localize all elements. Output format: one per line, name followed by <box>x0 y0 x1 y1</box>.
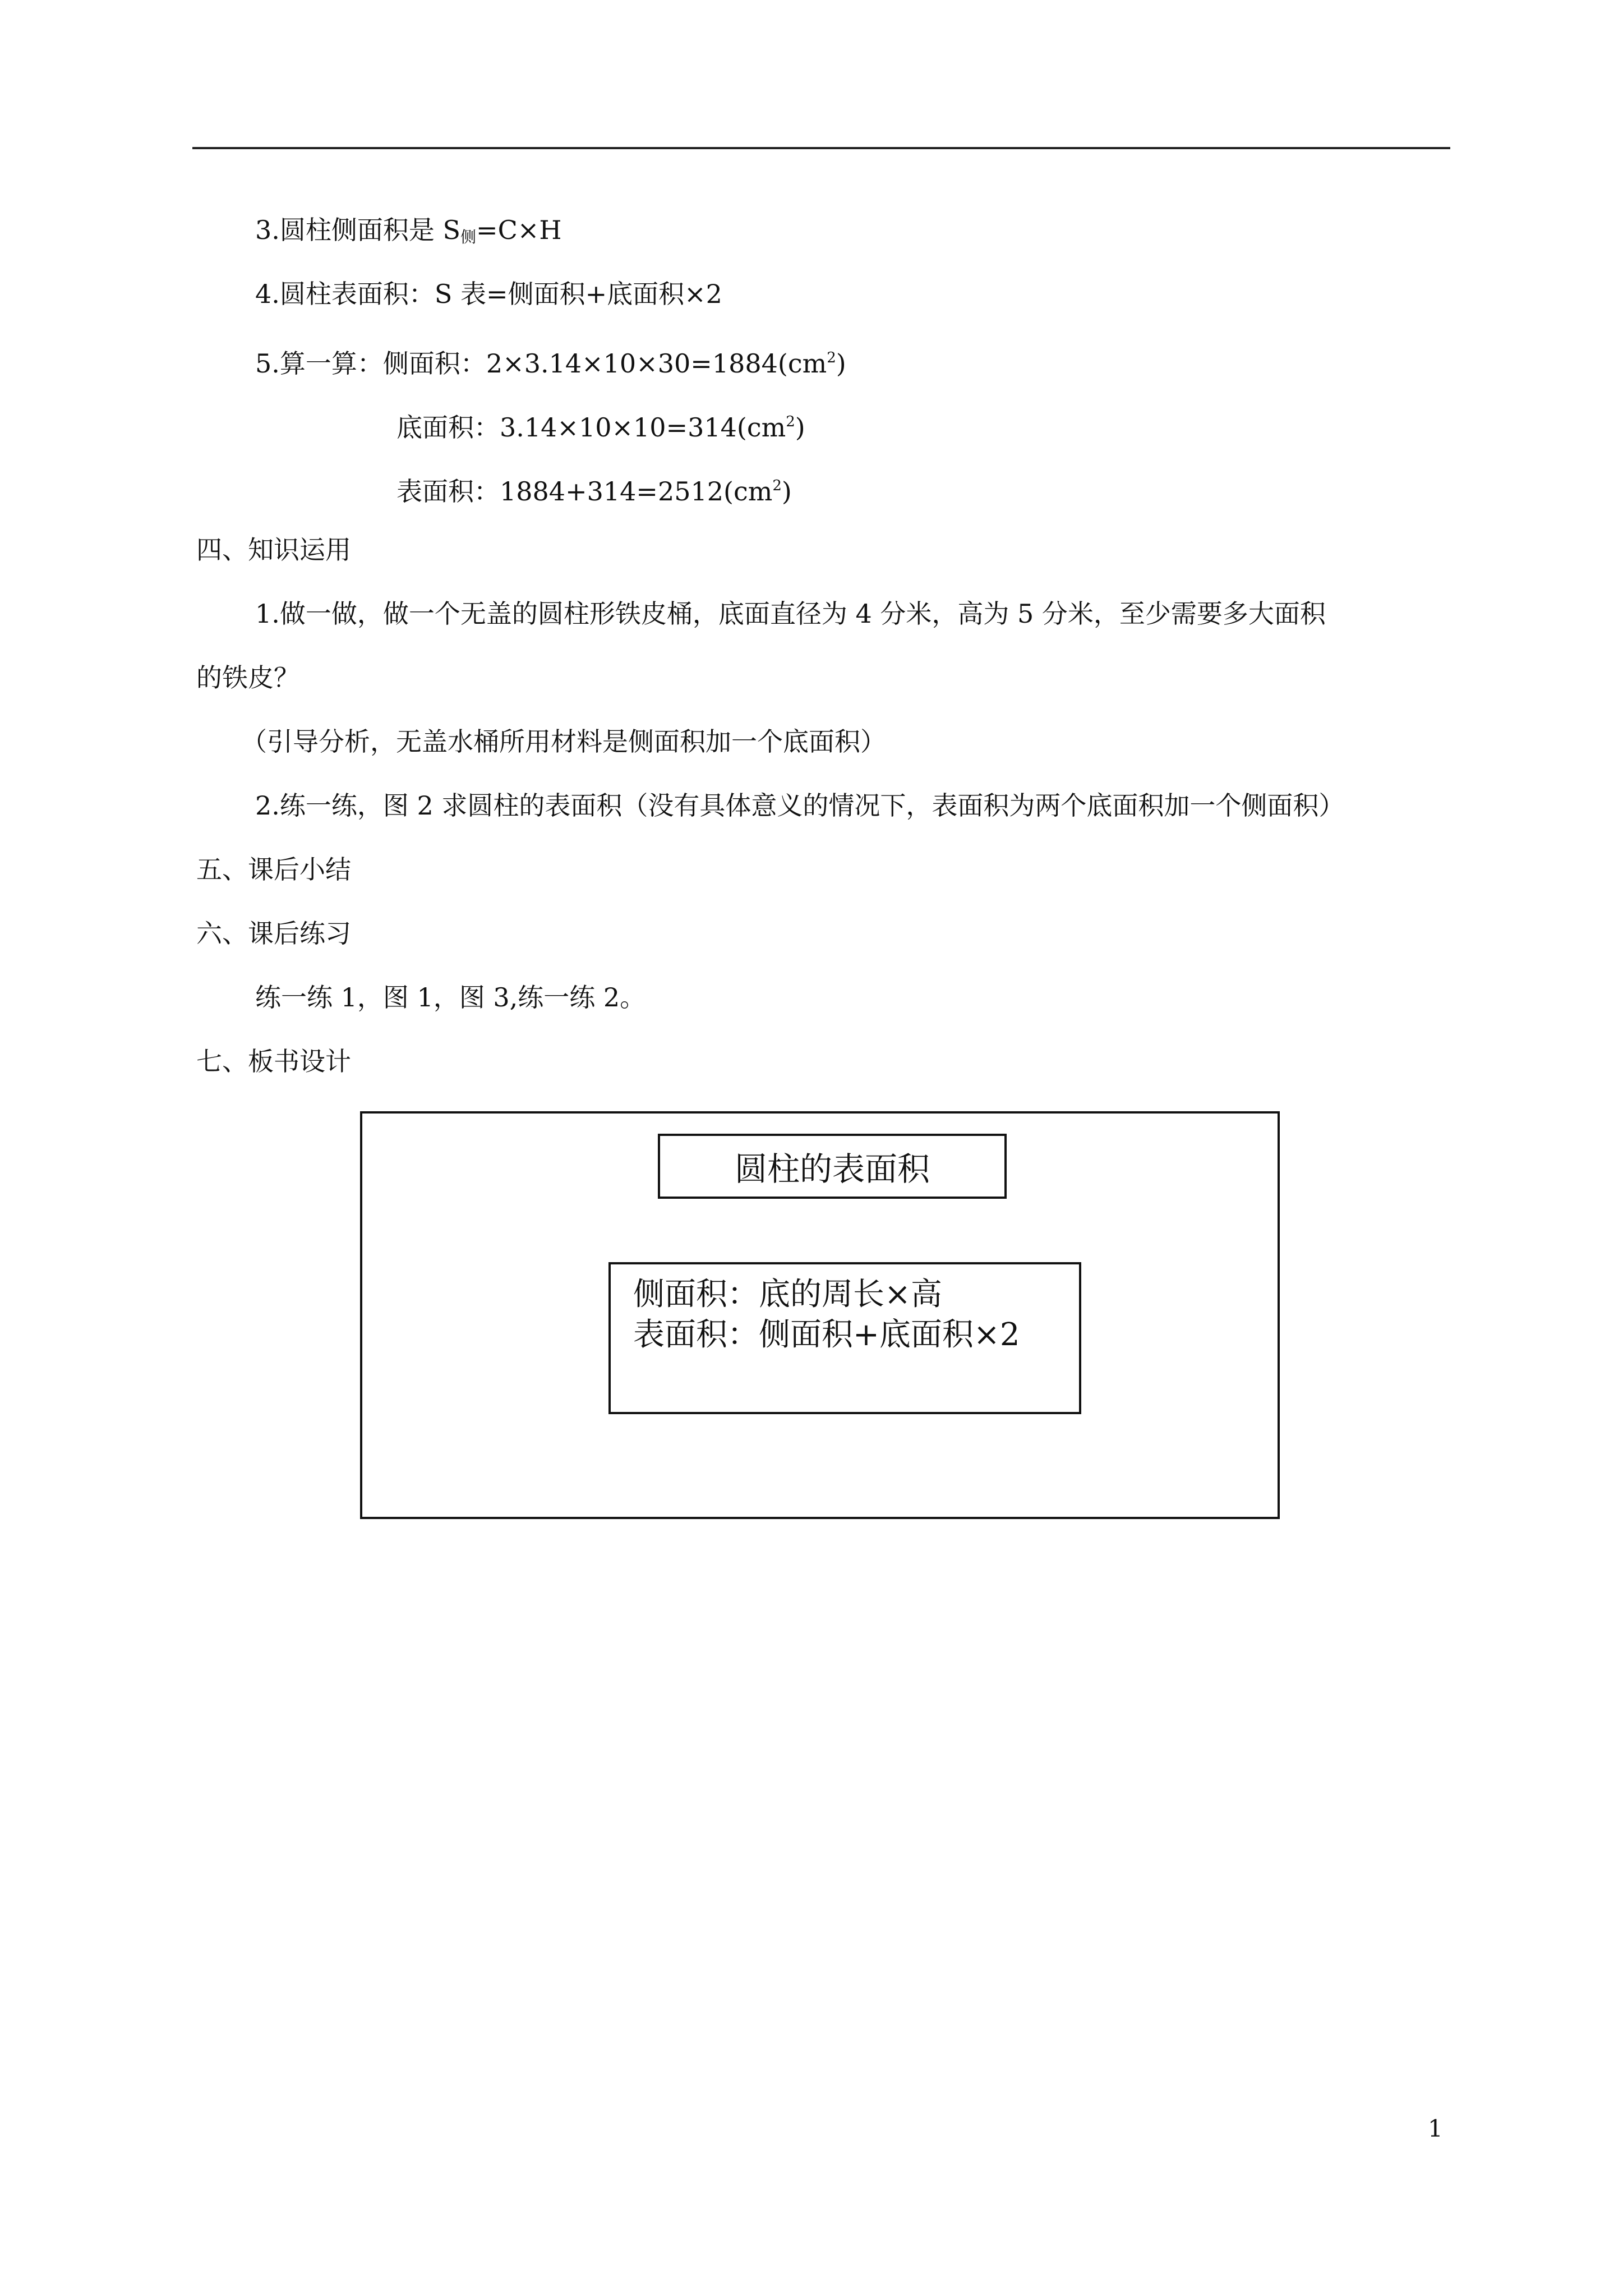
superscript: 2 <box>827 349 836 366</box>
board-line-surface: 表面积：侧面积+底面积×2 <box>633 1317 1020 1353</box>
header-rule <box>192 147 1450 149</box>
page-number: 1 <box>1428 2115 1443 2142</box>
heading-knowledge-application: 四、知识运用 <box>196 535 351 565</box>
line-text: 5.算一算：侧面积：2×3.14×10×30=1884(cm <box>255 348 827 379</box>
line-text: ) <box>836 348 846 379</box>
line-text: ) <box>795 412 805 443</box>
board-content-box <box>608 1262 1081 1414</box>
paragraph-guidance: （引导分析，无盖水桶所用材料是侧面积加一个底面积） <box>241 726 886 757</box>
superscript: 2 <box>786 413 795 430</box>
line-text: 底面积：3.14×10×10=314(cm <box>396 412 786 443</box>
line-text: 3.圆柱侧面积是 S <box>255 215 461 245</box>
board-line-lateral: 侧面积：底的周长×高 <box>633 1276 942 1313</box>
subscript: 侧 <box>460 228 477 246</box>
heading-practice: 六、课后练习 <box>196 918 351 949</box>
board-title-box <box>658 1134 1007 1199</box>
line-calc-lateral <box>255 341 846 380</box>
line-text: ) <box>781 476 792 507</box>
superscript: 2 <box>772 477 782 494</box>
paragraph-practice-list: 练一练 1，图 1，图 3,练一练 2。 <box>255 982 646 1013</box>
line-surface-area-formula: 4.圆柱表面积：S 表=侧面积+底面积×2 <box>255 279 722 309</box>
heading-board-design: 七、板书设计 <box>196 1046 351 1076</box>
paragraph-problem-1-cont: 的铁皮？ <box>196 662 299 693</box>
line-text: =C×H <box>476 215 562 245</box>
line-lateral-area-formula <box>255 213 561 254</box>
line-text: 表面积：1884+314=2512(cm <box>396 476 773 507</box>
board-title: 圆柱的表面积 <box>734 1150 930 1188</box>
line-calc-base <box>396 405 805 444</box>
paragraph-problem-2: 2.练一练，图 2 求圆柱的表面积（没有具体意义的情况下，表面积为两个底面积加一个侧面积） <box>255 790 1345 821</box>
heading-summary: 五、课后小结 <box>196 854 351 885</box>
line-calc-surface <box>396 469 792 508</box>
paragraph-problem-1: 1.做一做，做一个无盖的圆柱形铁皮桶，底面直径为 4 分米，高为 5 分米，至少需要多大面积 <box>255 599 1326 629</box>
